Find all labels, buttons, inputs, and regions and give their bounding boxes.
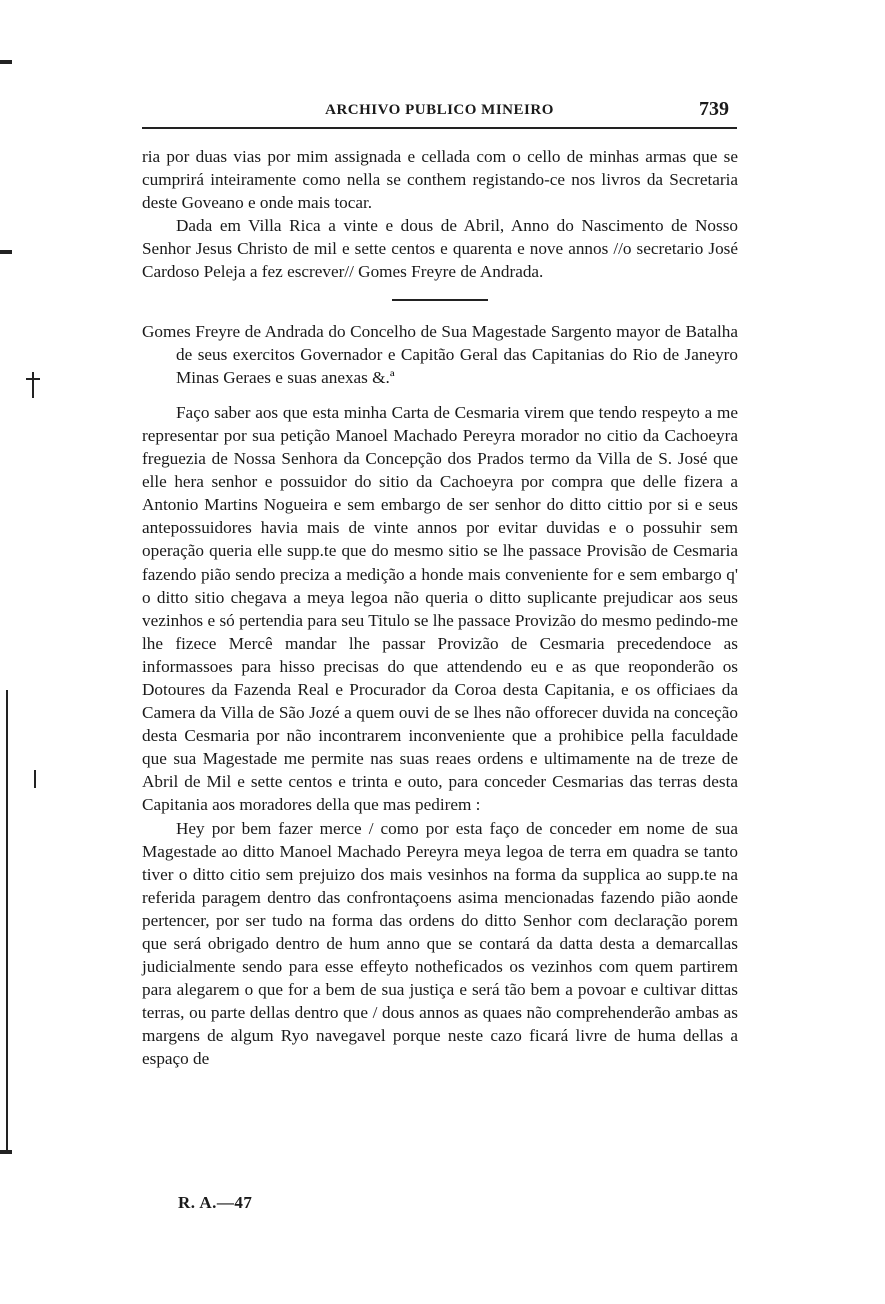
header-rule bbox=[142, 127, 737, 129]
grant-heading: Gomes Freyre de Andrada do Concelho de Sua Magestade Sargento mayor de Batalha de seus exercitos Governador e Capitão Geral das Capitanias do Rio de Janeyro Minas Geraes e suas anexas &.ª bbox=[142, 321, 738, 387]
scan-edge-line bbox=[6, 690, 8, 1150]
page-header bbox=[142, 98, 737, 128]
page-body bbox=[142, 145, 738, 1071]
margin-mark bbox=[34, 770, 36, 788]
paragraph-continuation: ria por duas vias por mim assignada e cellada com o cello de minhas armas que se cumprirá inteiramente como nella se conthem registando-ce nos livros da Secretaria deste Goveano e onde mais tocar. bbox=[142, 147, 738, 213]
paragraph-concession: Hey por bem fazer merce / como por esta faço de conceder em nome de sua Magestade ao ditto Manoel Machado Pereyra meya legoa de terra em quadra se tanto tiver o ditto citio sem prejuizo dos mais vesinhos na forma da supplica ao supp.te na referida paragem dentro das confrontaçoens asima mencionadas fazendo pião aonde pertencer, por ser tudo na forma das ordens do ditto Senhor com declaração porem que será obrigado dentro de hum anno que se contará da datta desta a demarcallas judicialmente sendo para esse effeyto notheficados os vezinhos com quem partirem para alegarem o que for a bem de sua justiça e será tão bem a povoar e cultivar dittas terras, ou parte dellas dentro que / dous annos as quaes não comprehenderão ambas as margens de algum Ryo navegavel porque neste cazo ficará livre de huma dellas a espaço de bbox=[142, 818, 738, 1069]
scan-artifact-mark bbox=[0, 60, 12, 64]
scan-artifact-mark bbox=[0, 1150, 12, 1154]
page-number: 739 bbox=[699, 98, 729, 120]
running-title: ARCHIVO PUBLICO MINEIRO bbox=[325, 102, 554, 118]
paragraph-dating: Dada em Villa Rica a vinte e dous de Abril, Anno do Nascimento de Nosso Senhor Jesus Christo de mil e sette centos e quarenta e nove annos //o secretario José Cardoso Peleja a fez escrever// Gomes Freyre de Andrada. bbox=[142, 216, 738, 282]
signature-mark: R. A.—47 bbox=[178, 1193, 253, 1212]
paragraph-petition: Faço saber aos que esta minha Carta de Cesmaria virem que tendo respeyto a me representar por sua petição Manoel Machado Pereyra morador no citio da Cachoeyra freguezia de Nossa Senhora da Concepção dos Prados termo da Villa de S. José que elle hera senhor e possuidor do sitio da Cachoeyra por compra que delle fizera a Antonio Martins Nogueira e sem embargo de ser senhor do ditto cittio por si e seus antepossuidores havia mais de vinte annos por evitar duvidas e o possuhir sem operação queria elle supp.te que do mesmo sitio se lhe passace Provisão de Cesmaria fazendo pião sendo preciza a medição a honde mais conveniente for e sem embargo q' o ditto sitio chegava a meya legoa não queria o ditto suplicante prejudicar aos seus vezinhos e só pertendia para seu Titulo se lhe passace Provizão do mesmo pedindo-me lhe fizece Mercê mandar lhe passar Provizão de Cesmaria precedendoce as informassoes para hisso precisas do que attendendo eu e as que reoponderão os Dotoures da Fazenda Real e Procurador da Coroa desta Capitania, e os officiaes da Camera da Villa de São Jozé a quem ouvi de se lhes não offorecer duvida na conceção desta Cesmaria por não incontrarem inconveniente que a prohibice pella faculdade que sua Magestade me permite nas suas reaes ordens e ultimamente na de treze de Abril de Mil e sette centos e trinta e outo, para conceder Cesmarias das terras desta Capitania aos moradores della que mas pedirem : bbox=[142, 402, 738, 815]
scan-artifact-mark bbox=[0, 250, 12, 254]
margin-mark bbox=[32, 372, 34, 398]
section-separator bbox=[392, 299, 488, 301]
